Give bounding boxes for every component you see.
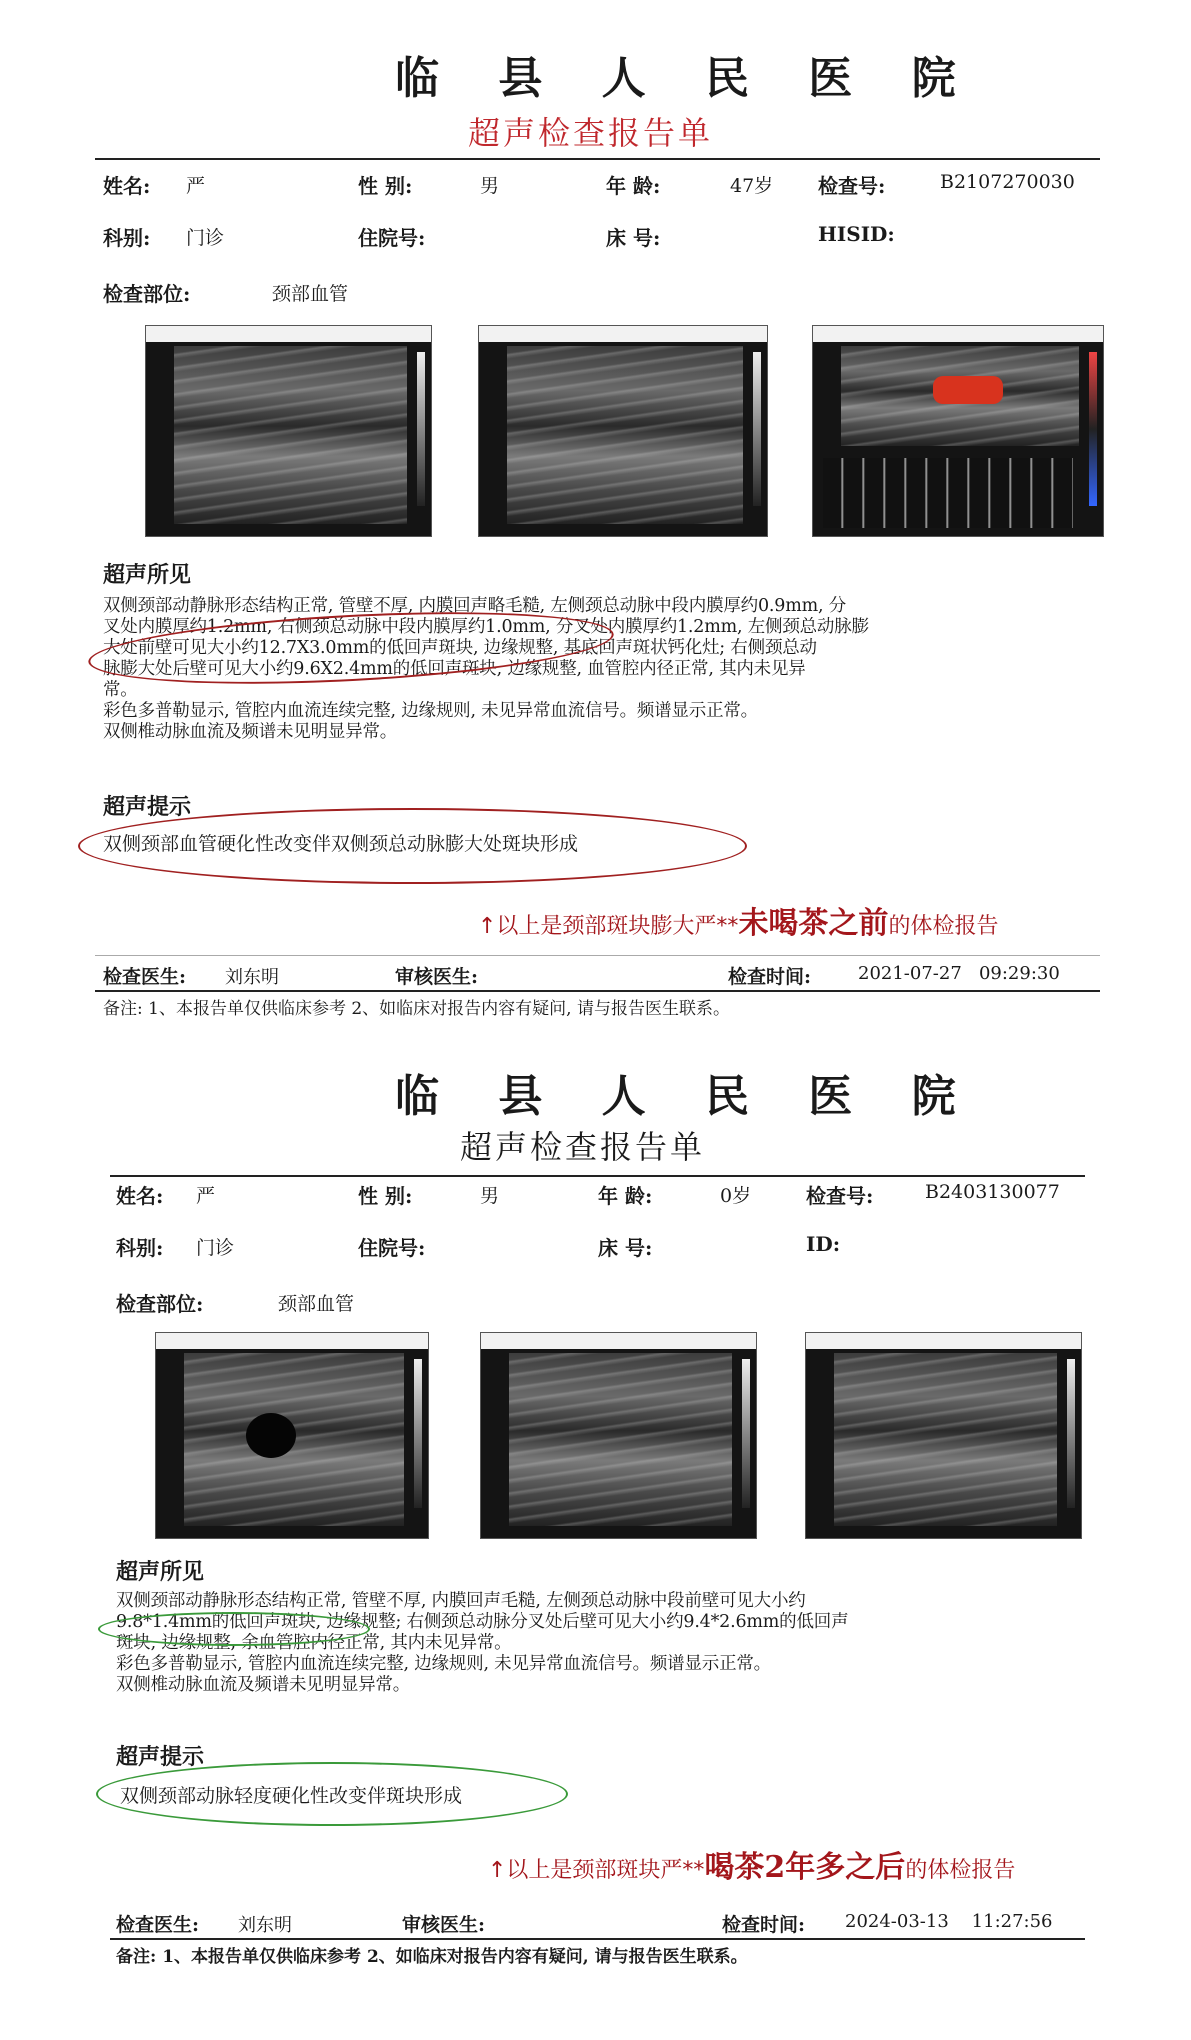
findings-line: 大处前壁可见大小约12.7X3.0mm的低回声斑块, 边缘规整, 基底回声斑状钙化灶; 右侧颈总动 xyxy=(103,638,817,658)
impression-title: 超声提示 xyxy=(103,794,192,820)
report-subtitle: 超声检查报告单 xyxy=(468,114,714,152)
hisid-label: HISID: xyxy=(818,222,895,246)
department-value: 门诊 xyxy=(186,227,225,249)
age-value: 0岁 xyxy=(720,1185,752,1207)
annotation-suffix: 的体检报告 xyxy=(888,914,999,939)
department-label: 科别: xyxy=(116,1236,164,1260)
impression-ellipse xyxy=(78,808,747,884)
gender-label: 性 别: xyxy=(358,174,413,198)
exam-part-label: 检查部位: xyxy=(103,282,191,306)
doctor-name: 刘东明 xyxy=(225,967,279,988)
report-note: 备注: 1、本报告单仅供临床参考 2、如临床对报告内容有疑问, 请与报告医生联系。 xyxy=(103,999,730,1019)
age-label: 年 龄: xyxy=(606,174,661,198)
findings-line: 双侧椎动脉血流及频谱未见明显异常。 xyxy=(116,1675,411,1695)
inpatient-number-label: 住院号: xyxy=(358,1236,426,1260)
findings-line: 常。 xyxy=(103,680,138,700)
exam-number: B2403130077 xyxy=(925,1181,1060,1203)
patient-name: 严 xyxy=(186,175,206,197)
impression-text: 双侧颈部动脉轻度硬化性改变伴斑块形成 xyxy=(120,1785,463,1807)
gender-value: 男 xyxy=(480,1185,500,1207)
highlight-ellipse xyxy=(98,1612,370,1646)
annotation-after xyxy=(488,1842,1015,1886)
ultrasound-image-4 xyxy=(480,1332,757,1539)
exam-time: 2021-07-27 09:29:30 xyxy=(858,963,1060,984)
ultrasound-image-1 xyxy=(145,325,432,537)
inpatient-number-label: 住院号: xyxy=(358,226,426,250)
hospital-name: 临 县 人 民 医 院 xyxy=(395,53,978,104)
gender-label: 性 别: xyxy=(358,1184,413,1208)
divider xyxy=(95,990,1100,992)
age-label: 年 龄: xyxy=(598,1184,653,1208)
age-value: 47岁 xyxy=(730,175,774,197)
impression-ellipse xyxy=(96,1762,568,1826)
ultrasound-doppler-image xyxy=(812,325,1104,537)
findings-line: 斑块, 边缘规整, 余血管腔内径正常, 其内未见异常。 xyxy=(116,1633,512,1653)
patient-name: 严 xyxy=(196,1185,216,1207)
annotation-emphasis: 未喝茶之前 xyxy=(738,906,889,941)
reviewer-label: 审核医生: xyxy=(402,1914,486,1936)
department-label: 科别: xyxy=(103,226,151,250)
id-label: ID: xyxy=(806,1232,841,1256)
findings-line: 双侧颈部动静脉形态结构正常, 管壁不厚, 内膜回声略毛糙, 左侧颈总动脉中段内膜厚约0.9mm, 分 xyxy=(103,596,847,616)
department-value: 门诊 xyxy=(196,1237,235,1259)
bed-number-label: 床 号: xyxy=(606,226,661,250)
exam-part-value: 颈部血管 xyxy=(272,283,349,305)
doctor-name: 刘东明 xyxy=(238,1915,292,1936)
impression-title: 超声提示 xyxy=(116,1744,205,1770)
ultrasound-image-2 xyxy=(478,325,768,537)
name-label: 姓名: xyxy=(116,1184,164,1208)
impression-text: 双侧颈部血管硬化性改变伴双侧颈总动脉膨大处斑块形成 xyxy=(103,833,579,855)
annotation-prefix: ↑以上是颈部斑块严** xyxy=(488,1858,705,1883)
findings-line: 脉膨大处后壁可见大小约9.6X2.4mm的低回声斑块, 边缘规整, 血管腔内径正常, 其内未见异 xyxy=(103,659,806,679)
findings-title: 超声所见 xyxy=(103,562,192,588)
name-label: 姓名: xyxy=(103,174,151,198)
divider xyxy=(95,955,1100,956)
exam-time-label: 检查时间: xyxy=(722,1914,806,1936)
divider xyxy=(95,158,1100,160)
exam-number-label: 检查号: xyxy=(806,1184,874,1208)
exam-number: B2107270030 xyxy=(940,171,1075,193)
divider xyxy=(110,1175,1085,1177)
doctor-label: 检查医生: xyxy=(103,966,187,988)
exam-part-value: 颈部血管 xyxy=(278,1293,355,1315)
report-subtitle: 超声检查报告单 xyxy=(460,1128,706,1166)
exam-number-label: 检查号: xyxy=(818,174,886,198)
exam-part-label: 检查部位: xyxy=(116,1292,204,1316)
report-note: 备注: 1、本报告单仅供临床参考 2、如临床对报告内容有疑问, 请与报告医生联系。 xyxy=(116,1947,748,1967)
findings-line: 叉处内膜厚约1.2mm, 右侧颈总动脉中段内膜厚约1.0mm, 分叉处内膜厚约1.2mm, 左侧颈总动脉膨 xyxy=(103,617,869,637)
annotation-suffix: 的体检报告 xyxy=(905,1858,1016,1883)
divider xyxy=(110,1938,1085,1940)
doctor-label: 检查医生: xyxy=(116,1914,200,1936)
findings-title: 超声所见 xyxy=(116,1559,205,1585)
findings-line: 9.8*1.4mm的低回声斑块, 边缘规整; 右侧颈总动脉分叉处后壁可见大小约9.4*2.6mm的低回声 xyxy=(116,1612,849,1632)
findings-line: 彩色多普勒显示, 管腔内血流连续完整, 边缘规则, 未见异常血流信号。频谱显示正常。 xyxy=(103,701,758,721)
reviewer-label: 审核医生: xyxy=(395,966,479,988)
annotation-emphasis: 喝茶2年多之后 xyxy=(704,1850,906,1885)
findings-line: 双侧颈部动静脉形态结构正常, 管壁不厚, 内膜回声毛糙, 左侧颈总动脉中段前壁可见大小约 xyxy=(116,1591,806,1611)
exam-time-label: 检查时间: xyxy=(728,966,812,988)
exam-time: 2024-03-13 11:27:56 xyxy=(845,1911,1053,1932)
ultrasound-image-3 xyxy=(155,1332,429,1539)
hospital-name: 临 县 人 民 医 院 xyxy=(395,1071,978,1122)
annotation-before xyxy=(478,898,998,942)
findings-line: 双侧椎动脉血流及频谱未见明显异常。 xyxy=(103,722,398,742)
findings-line: 彩色多普勒显示, 管腔内血流连续完整, 边缘规则, 未见异常血流信号。频谱显示正常。 xyxy=(116,1654,771,1674)
bed-number-label: 床 号: xyxy=(598,1236,653,1260)
annotation-prefix: ↑以上是颈部斑块膨大严** xyxy=(478,914,739,939)
ultrasound-image-5 xyxy=(805,1332,1082,1539)
gender-value: 男 xyxy=(480,175,500,197)
